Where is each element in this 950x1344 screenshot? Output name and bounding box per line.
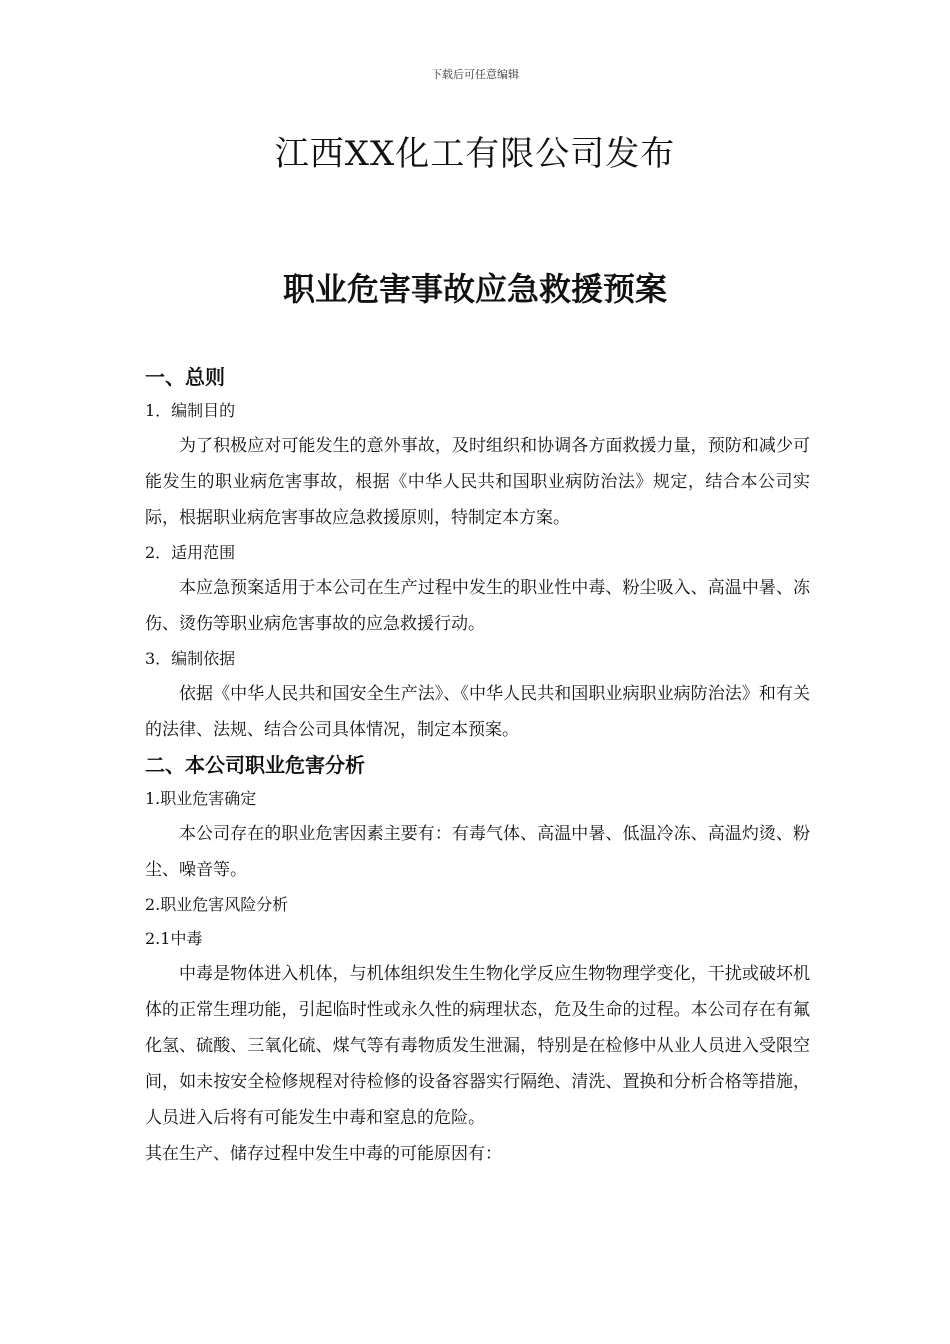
subheading-basis: 3．编制依据 — [145, 649, 236, 668]
company-line: 江西XX化工有限公司发布 — [274, 134, 676, 174]
paragraph-poisoning: 中毒是物体进入机体，与机体组织发生生物化学反应生物物理学变化，干扰或破坏机体的正常生理功能，引起临时性或永久性的病理状态，危及生命的过程。本公司存在有氟化氢、硫酸、三氧化硫、煤气等有毒物质发生泄漏，特别是在检修中从业人员进入受限空间，如未按安全检修规程对待检修的设备容器实行隔绝、清洗、置换和分析合格等措施，人员进入后将有可能发生中毒和窒息的危险。 — [145, 964, 810, 1128]
paragraph-hazard-factors: 本公司存在的职业危害因素主要有：有毒气体、高温中暑、低温冷冻、高温灼烫、粉尘、噪音等。 — [145, 824, 810, 880]
paragraph-purpose: 为了积极应对可能发生的意外事故，及时组织和协调各方面救援力量，预防和减少可能发生的职业病危害事故，根据《中华人民共和国职业病防治法》规定，结合本公司实际，根据职业病危害事故应急救援原则，特制定本方案。 — [145, 436, 810, 528]
paragraph-scope: 本应急预案适用于本公司在生产过程中发生的职业性中毒、粉尘吸入、高温中暑、冻伤、烫伤等职业病危害事故的应急救援行动。 — [145, 578, 810, 634]
header-note: 下载后可任意编辑 — [431, 68, 519, 81]
subheading-purpose: 1．编制目的 — [145, 401, 236, 420]
subheading-scope: 2．适用范围 — [145, 543, 236, 562]
subheading-poisoning: 2.1中毒 — [145, 929, 203, 948]
section-heading-general: 一、总则 — [145, 365, 225, 389]
paragraph-poisoning-causes: 其在生产、储存过程中发生中毒的可能原因有： — [145, 1144, 502, 1164]
subheading-hazard-identification: 1.职业危害确定 — [145, 789, 257, 808]
subheading-risk-analysis: 2.职业危害风险分析 — [145, 895, 289, 914]
paragraph-basis: 依据《中华人民共和国安全生产法》、《中华人民共和国职业病职业病防治法》和有关的法律、法规、结合公司具体情况，制定本预案。 — [145, 684, 810, 740]
document-title: 职业危害事故应急救援预案 — [282, 270, 667, 308]
document-body — [145, 360, 810, 1172]
section-heading-hazard-analysis: 二、本公司职业危害分析 — [145, 753, 365, 777]
